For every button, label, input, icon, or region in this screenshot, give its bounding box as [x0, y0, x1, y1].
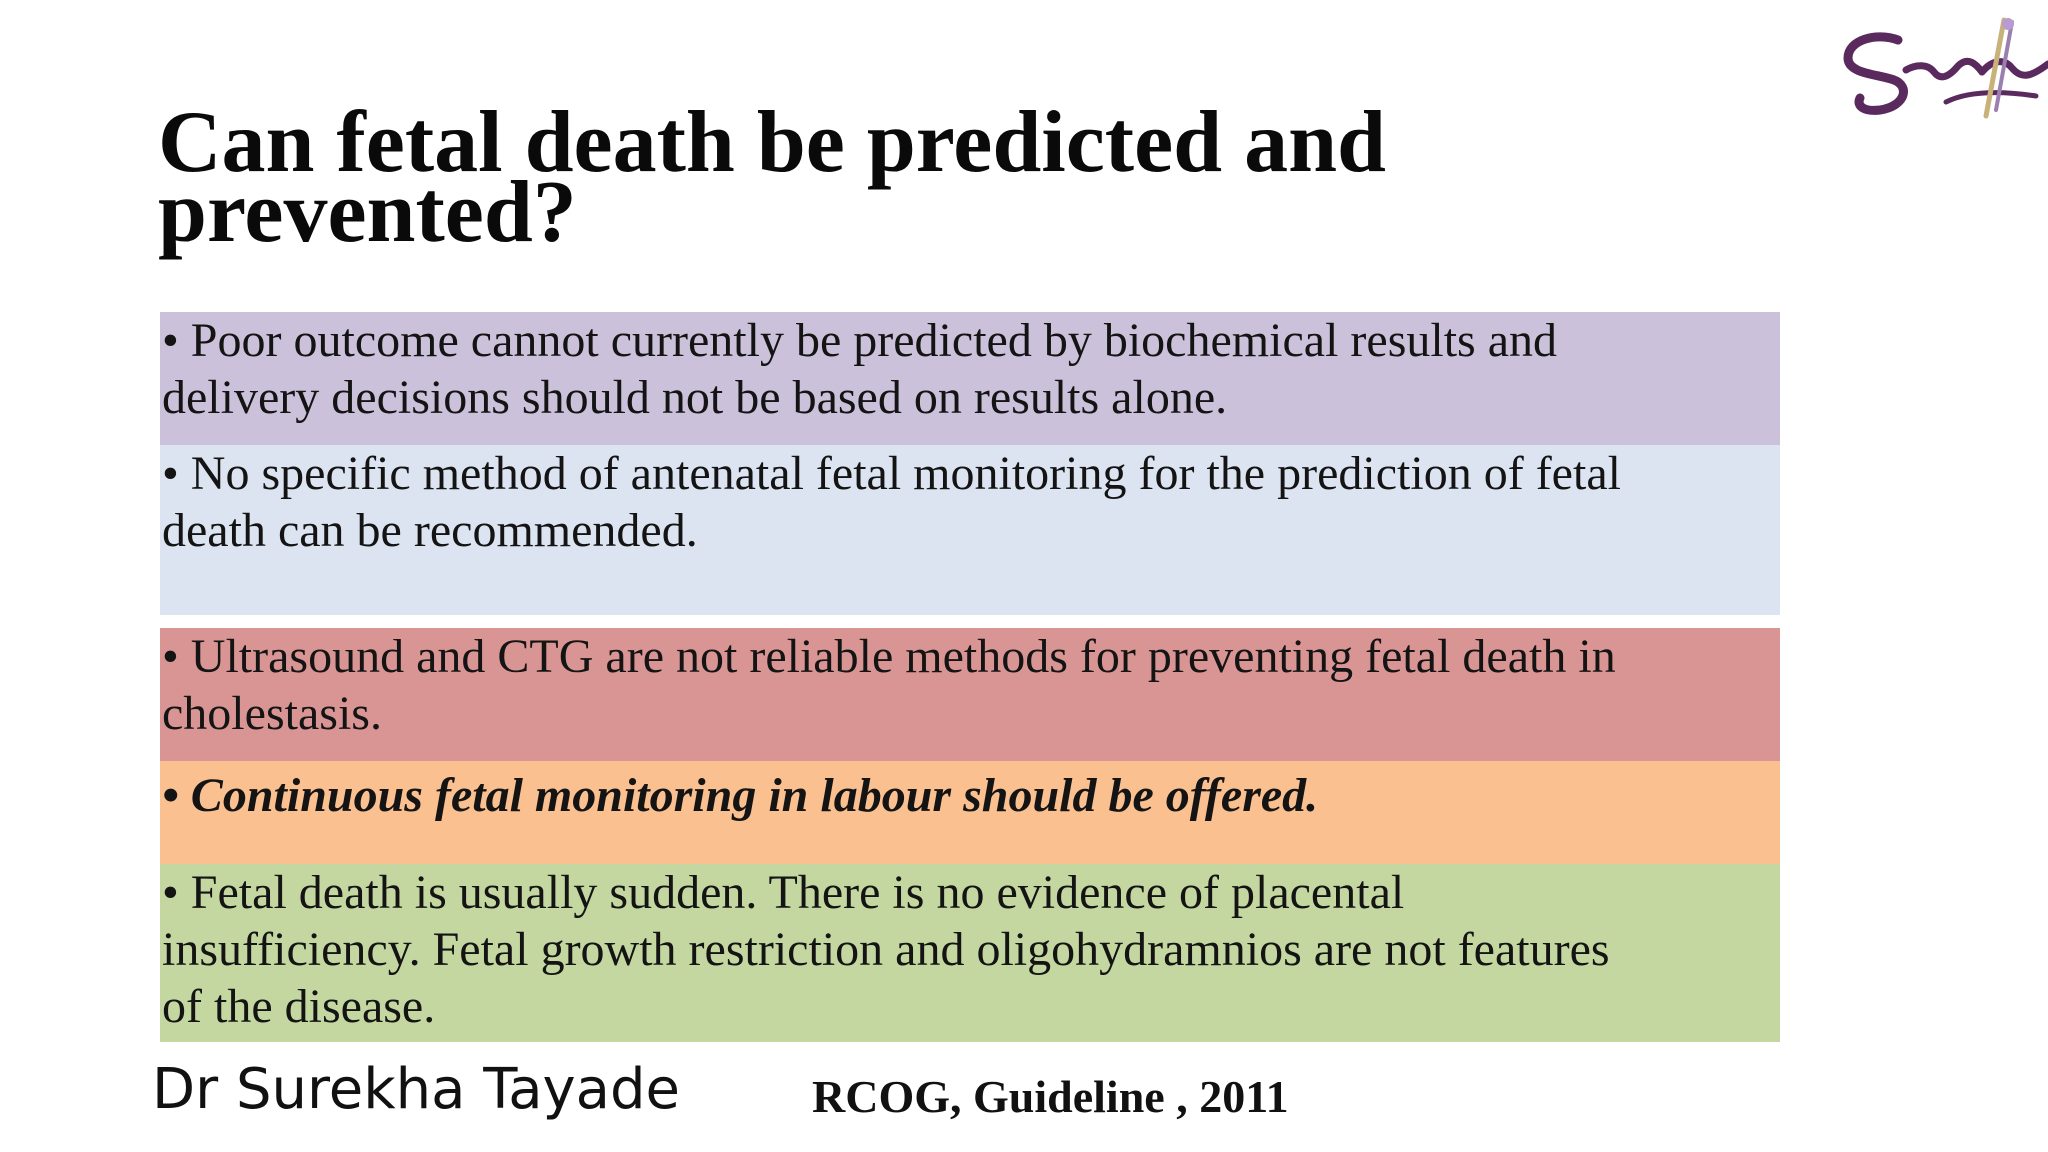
- bullet-box-antenatal-monitoring: [160, 445, 1780, 615]
- signature-logo-icon: [1836, 6, 2048, 136]
- bullet-text: • Continuous fetal monitoring in labour should be offered.: [162, 769, 1319, 822]
- bullet-text: • No specific method of antenatal fetal monitoring for the prediction of fetal death can be recommended.: [162, 447, 1621, 557]
- bullet-text: • Poor outcome cannot currently be predicted by biochemical results and delivery decisions should not be based on results alone.: [162, 314, 1558, 424]
- bullet-box-biochemical: [160, 312, 1780, 445]
- bullet-text: • Ultrasound and CTG are not reliable methods for preventing fetal death in cholestasis.: [162, 630, 1616, 740]
- bullet-box-sudden-death: [160, 864, 1780, 1042]
- bullet-box-continuous-monitoring: [160, 761, 1780, 864]
- reference-citation: RCOG, Guideline , 2011: [812, 1071, 1289, 1122]
- author-name: Dr Surekha Tayade: [152, 1057, 680, 1122]
- bullet-text: • Fetal death is usually sudden. There is no evidence of placental insufficiency. Fetal growth restriction and oligohydramnios are not features of the disease.: [162, 866, 1610, 1033]
- slide-title: Can fetal death be predicted and prevented?: [158, 94, 1386, 261]
- bullet-box-ultrasound-ctg: [160, 628, 1780, 761]
